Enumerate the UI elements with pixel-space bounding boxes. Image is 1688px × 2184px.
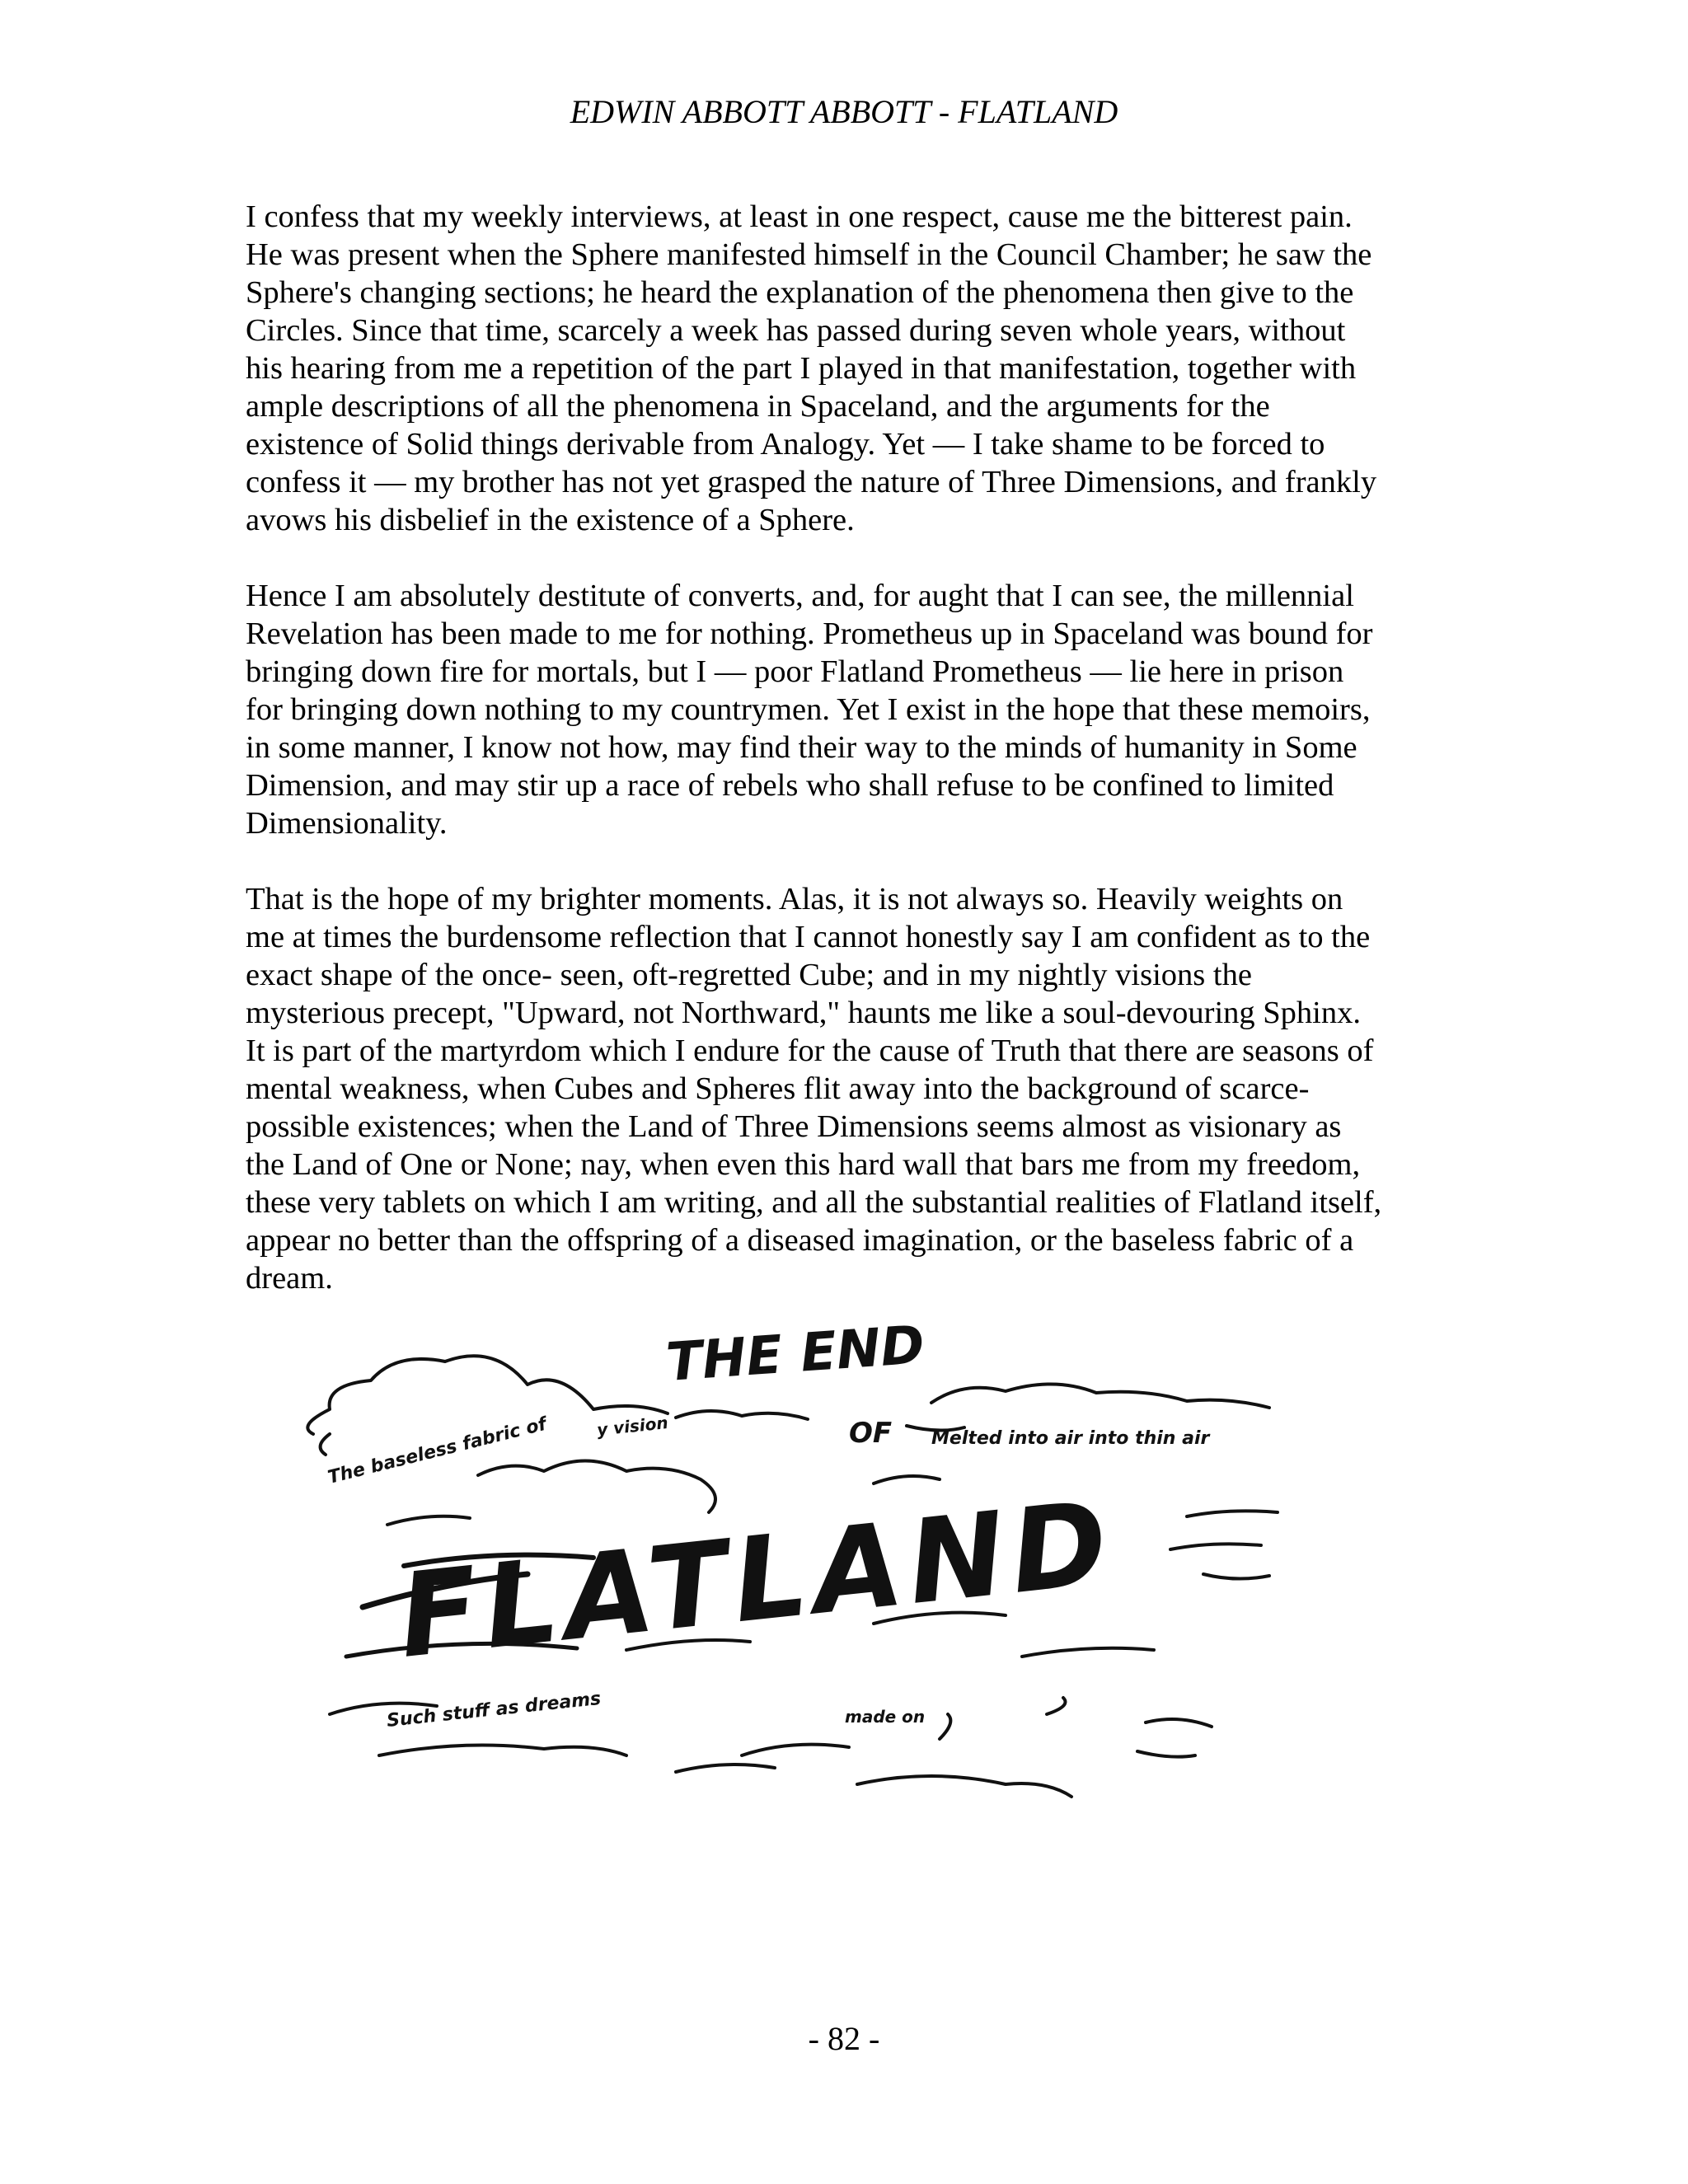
- illustration-title-of: OF: [849, 1417, 893, 1450]
- cloud-outline: [1146, 1719, 1212, 1727]
- text-line: mental weakness, when Cubes and Spheres flit away into the background of scarce-: [246, 1071, 1310, 1106]
- text-line: bringing down fire for mortals, but I — poor Flatland Prometheus — lie here in prison: [246, 654, 1344, 689]
- illustration-caption-bottom-right: made on: [845, 1707, 926, 1727]
- cloud-outline: [940, 1714, 950, 1739]
- text-line: avows his disbelief in the existence of a Sphere.: [246, 503, 855, 537]
- text-line: confess it — my brother has not yet grasped the nature of Three Dimensions, and frankly: [246, 465, 1377, 499]
- cloud-outline: [1170, 1544, 1261, 1549]
- cloud-outline: [387, 1516, 470, 1525]
- illustration-title-top: THE END: [663, 1315, 926, 1394]
- paragraph-1: [246, 198, 1442, 539]
- cloud-outline: [379, 1746, 626, 1756]
- cloud-outline: [1203, 1574, 1269, 1579]
- brush-stroke: [1022, 1648, 1154, 1657]
- text-line: in some manner, I know not how, may find their way to the minds of humanity in Some: [246, 730, 1357, 765]
- cloud-outline: [874, 1476, 940, 1483]
- text-line: That is the hope of my brighter moments. Alas, it is not always so. Heavily weights on: [246, 882, 1343, 916]
- text-line: dream.: [246, 1261, 333, 1296]
- illustration-title-main: FLATLAND: [392, 1475, 1121, 1685]
- illustration-caption-left: The baseless fabric of: [326, 1413, 549, 1488]
- text-line: existence of Solid things derivable from Analogy. Yet — I take shame to be forced to: [246, 427, 1325, 462]
- text-line: Dimensionality.: [246, 806, 448, 841]
- text-line: exact shape of the once- seen, oft-regretted Cube; and in my nightly visions the: [246, 958, 1252, 992]
- paragraph-2: [246, 577, 1442, 842]
- illustration-caption-right: Melted into air into thin air: [931, 1428, 1210, 1449]
- page-number: - 82 -: [808, 2020, 880, 2057]
- illustration-caption-bottom-left: Such stuff as dreams: [386, 1688, 603, 1732]
- the-end-drawing: [280, 1310, 1352, 1887]
- text-line: the Land of One or None; nay, when even this hard wall that bars me from my freedom,: [246, 1147, 1361, 1182]
- cloud-outline: [478, 1461, 715, 1513]
- the-end-illustration: [280, 1310, 1352, 1887]
- cloud-outline: [931, 1384, 1269, 1408]
- text-line: mysterious precept, "Upward, not Northward," haunts me like a soul-devouring Sphinx.: [246, 996, 1362, 1030]
- cloud-outline: [676, 1765, 775, 1772]
- text-line: Dimension, and may stir up a race of rebels who shall refuse to be confined to limited: [246, 768, 1334, 803]
- text-line: Revelation has been made to me for nothing. Prometheus up in Spaceland was bound for: [246, 616, 1373, 651]
- cloud-outline: [1047, 1698, 1066, 1714]
- text-line: Sphere's changing sections; he heard the explanation of the phenomena then give to the: [246, 275, 1354, 310]
- text-line: appear no better than the offspring of a diseased imagination, or the baseless fabric of a: [246, 1223, 1354, 1258]
- text-line: me at times the burdensome reflection that I cannot honestly say I am confident as to the: [246, 920, 1371, 954]
- cloud-outline: [1137, 1751, 1195, 1757]
- text-line: his hearing from me a repetition of the part I played in that manifestation, together with: [246, 351, 1357, 386]
- text-line: these very tablets on which I am writing, and all the substantial realities of Flatland itself,: [246, 1185, 1382, 1220]
- text-line: Hence I am absolutely destitute of converts, and, for aught that I can see, the millennial: [246, 579, 1354, 613]
- cloud-outline: [857, 1776, 1071, 1797]
- body-text: [246, 198, 1442, 1335]
- cloud-outline: [676, 1411, 808, 1419]
- text-line: He was present when the Sphere manifested himself in the Council Chamber; he saw the: [246, 237, 1372, 272]
- text-line: possible existences; when the Land of Three Dimensions seems almost as visionary as: [246, 1109, 1342, 1144]
- illustration-caption-vision: y vision: [596, 1413, 669, 1440]
- cloud-outline: [1187, 1511, 1278, 1516]
- running-header: EDWIN ABBOTT ABBOTT - FLATLAND: [570, 93, 1118, 130]
- text-line: for bringing down nothing to my countrymen. Yet I exist in the hope that these memoirs,: [246, 692, 1371, 727]
- paragraph-3: [246, 880, 1442, 1297]
- text-line: ample descriptions of all the phenomena in Spaceland, and the arguments for the: [246, 389, 1270, 424]
- text-line: I confess that my weekly interviews, at least in one respect, cause me the bitterest pain.: [246, 199, 1353, 234]
- cloud-outline: [321, 1434, 330, 1455]
- text-line: It is part of the martyrdom which I endure for the cause of Truth that there are seasons of: [246, 1033, 1374, 1068]
- text-line: Circles. Since that time, scarcely a week has passed during seven whole years, without: [246, 313, 1346, 348]
- cloud-outline: [742, 1745, 849, 1755]
